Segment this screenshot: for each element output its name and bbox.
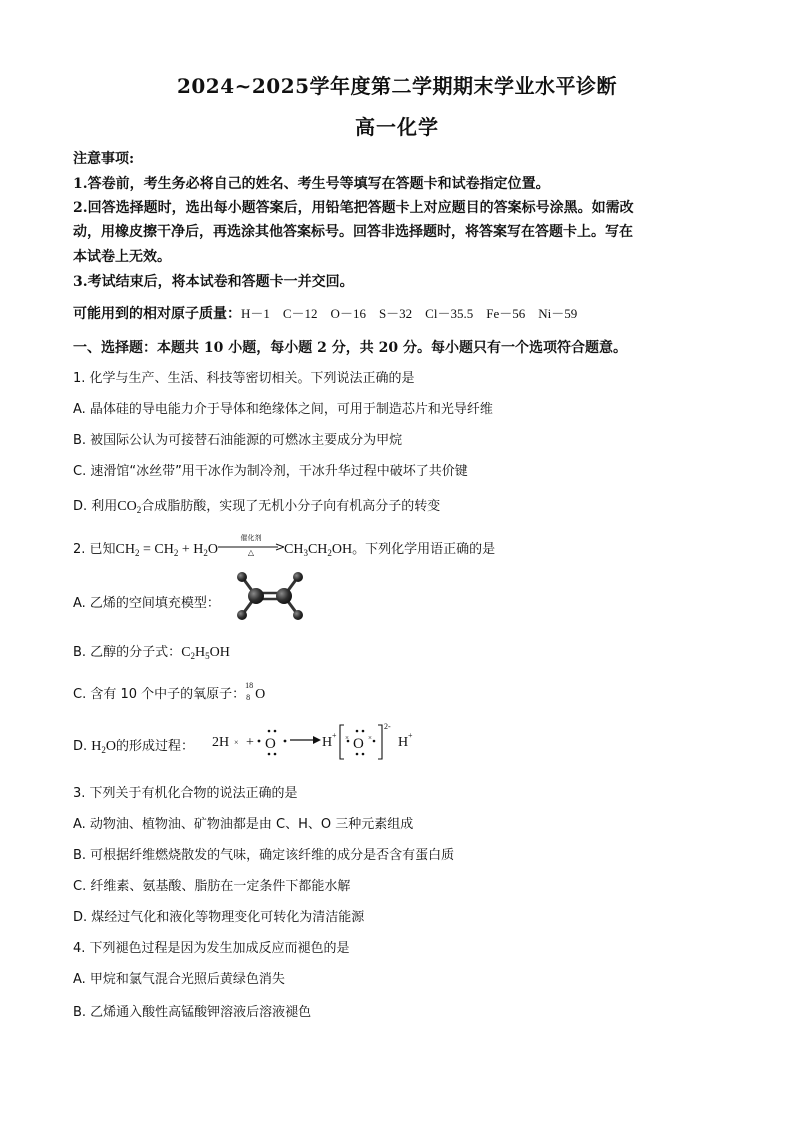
q2-stem-suffix: 。下列化学用语正确的是 bbox=[352, 542, 496, 557]
q1-option-c: C. 速滑馆“冰丝带”用干冰作为制冷剂，干冰升华过程中破坏了共价键 bbox=[73, 464, 468, 479]
subject-title: 高一化学 bbox=[355, 115, 439, 139]
atomic-masses bbox=[73, 303, 577, 323]
q2-stem bbox=[73, 534, 496, 558]
notice-item-1: 1.答卷前，考生务必将自己的姓名、考生号等填写在答题卡和试卷指定位置。 bbox=[73, 176, 550, 192]
q2-option-a bbox=[73, 592, 220, 611]
co2-formula: $CO_2$ bbox=[117, 499, 142, 515]
q2-option-d-letter: D. bbox=[73, 739, 92, 754]
notice-item-2-line-2: 动，用橡皮擦干净后，再选涂其他答案标号。回答非选择题时，将答案写在答题卡上。写在 bbox=[73, 224, 633, 240]
section-1-heading: 一、选择题：本题共 10 小题，每小题 2 分，共 20 分。每小题只有一个选项符合题意。 bbox=[73, 340, 627, 356]
q4-stem: 4. 下列褪色过程是因为发生加成反应而褪色的是 bbox=[73, 941, 350, 956]
notice-heading: 注意事项: bbox=[73, 151, 135, 167]
q2-option-b-text: B. 乙醇的分子式： bbox=[73, 645, 182, 660]
q4-option-b: B. 乙烯通入酸性高锰酸钾溶液后溶液褪色 bbox=[73, 1005, 312, 1020]
q3-option-d: D. 煤经过气化和液化等物理变化可转化为清洁能源 bbox=[73, 910, 365, 925]
svg-text:×: × bbox=[234, 738, 239, 747]
svg-text:+: + bbox=[246, 735, 254, 750]
q2-option-d bbox=[73, 735, 194, 755]
water-formation-diagram bbox=[208, 719, 428, 767]
q2-option-d-text: 的形成过程： bbox=[116, 739, 195, 754]
q3-stem: 3. 下列关于有机化合物的说法正确的是 bbox=[73, 786, 298, 801]
reaction-arrow bbox=[218, 534, 284, 557]
q1-option-d-text: 合成脂肪酸，实现了无机小分子向有机高分子的转变 bbox=[141, 499, 441, 514]
q2-option-c bbox=[73, 683, 265, 703]
svg-text:+: + bbox=[332, 731, 337, 740]
catalyst-label: 催化剂 bbox=[240, 534, 262, 542]
heat-symbol: △ bbox=[247, 548, 255, 557]
svg-text:H: H bbox=[398, 735, 409, 750]
notice-item-2-line-1: 2.回答选择题时，选出每小题答案后，用铅笔把答题卡上对应题目的答案标号涂黑。如需改 bbox=[73, 200, 634, 216]
svg-text:2H: 2H bbox=[212, 735, 230, 750]
q1-option-a: A. 晶体硅的导电能力介于导体和绝缘体之间，可用于制造芯片和光导纤维 bbox=[73, 402, 493, 417]
oxygen-isotope: 18 8 O bbox=[245, 681, 266, 702]
q3-option-c: C. 纤维素、氨基酸、脂肪在一定条件下都能水解 bbox=[73, 879, 351, 894]
atomic-masses-values: H－1 C－12 O－16 S－32 Cl－35.5 Fe－56 Ni－59 bbox=[241, 306, 578, 321]
q2-option-c-text: C. 含有 10 个中子的氧原子： bbox=[73, 687, 246, 702]
q3-option-a: A. 动物油、植物油、矿物油都是由 C、H、O 三种元素组成 bbox=[73, 817, 414, 832]
atomic-masses-label: 可能用到的相对原子质量： bbox=[73, 306, 241, 322]
q2-stem-prefix: 2. 已知 bbox=[73, 542, 116, 557]
q2-product: $CH_3CH_2OH$ bbox=[283, 542, 353, 558]
svg-text:O: O bbox=[265, 736, 276, 752]
q3-option-b: B. 可根据纤维燃烧散发的气味，确定该纤维的成分是否含有蛋白质 bbox=[73, 848, 455, 863]
q1-option-d bbox=[73, 495, 440, 515]
svg-text:+: + bbox=[408, 731, 413, 740]
notice-item-3: 3.考试结束后，将本试卷和答题卡一并交回。 bbox=[73, 274, 354, 290]
svg-text:H: H bbox=[322, 735, 333, 750]
svg-text:×: × bbox=[368, 734, 372, 742]
q2-option-b bbox=[73, 641, 230, 661]
ethanol-formula: $C_2H_5OH$ bbox=[181, 645, 230, 661]
svg-text:2-: 2- bbox=[384, 722, 391, 731]
svg-text:×: × bbox=[345, 734, 349, 742]
notice-item-2-line-3: 本试卷上无效。 bbox=[73, 249, 171, 265]
q2-reactants: $CH_2 = CH_2 + H_2O$ bbox=[115, 542, 218, 558]
q2-option-a-text: A. 乙烯的空间填充模型： bbox=[73, 596, 220, 611]
q1-option-d-prefix: D. 利用 bbox=[73, 499, 118, 514]
q1-stem: 1. 化学与生产、生活、科技等密切相关。下列说法正确的是 bbox=[73, 371, 415, 386]
q4-option-a: A. 甲烷和氯气混合光照后黄绿色消失 bbox=[73, 972, 285, 987]
exam-title: 2024~2025学年度第二学期期末学业水平诊断 bbox=[176, 74, 618, 98]
svg-text:O: O bbox=[353, 736, 364, 752]
water-formula: $H_2O$ bbox=[91, 739, 117, 755]
q1-option-b: B. 被国际公认为可接替石油能源的可燃冰主要成分为甲烷 bbox=[73, 433, 403, 448]
ethylene-space-filling-model bbox=[230, 569, 310, 621]
